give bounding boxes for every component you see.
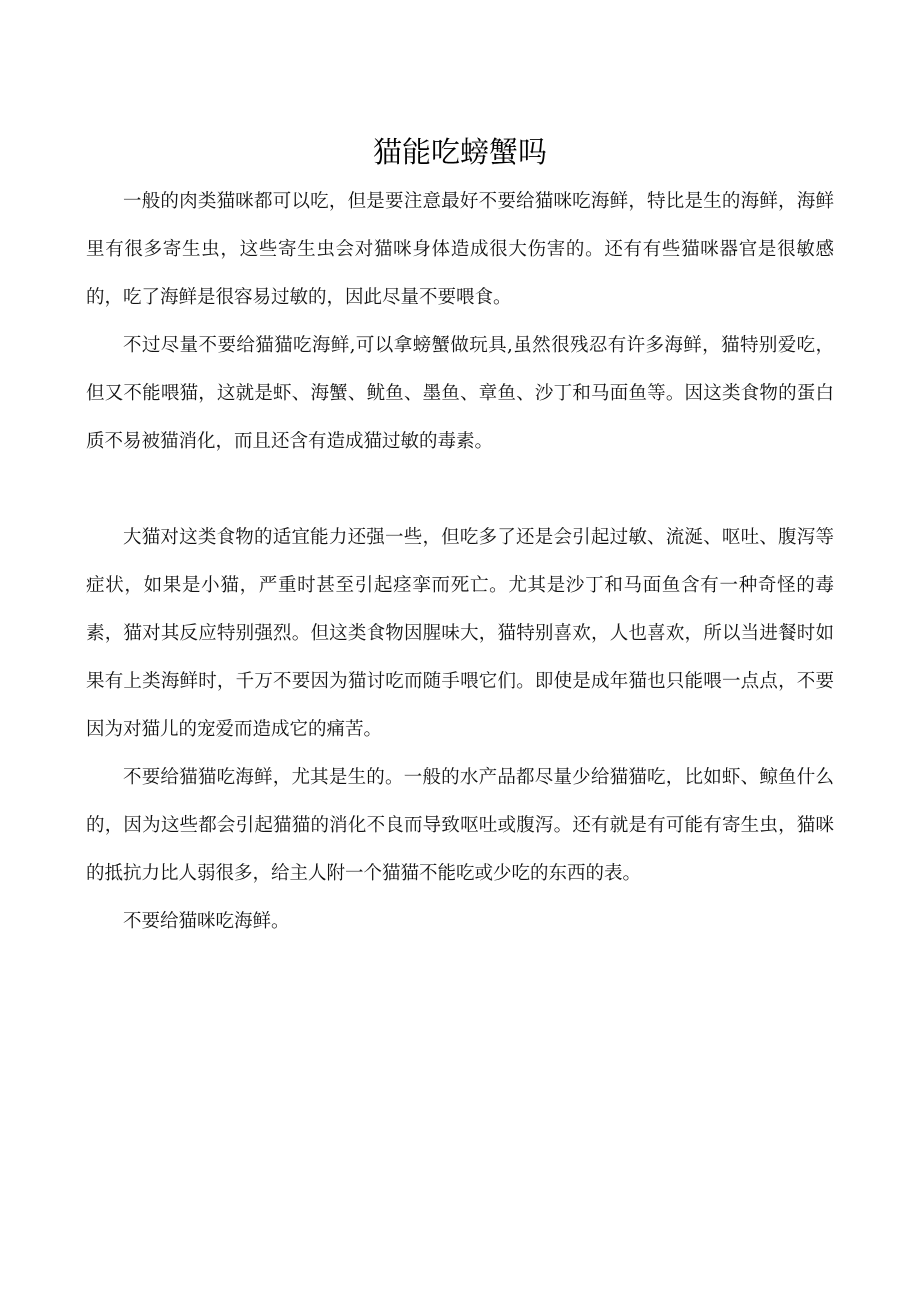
document-title: 猫能吃螃蟹吗 bbox=[372, 135, 547, 169]
paragraph-1: 一般的肉类猫咪都可以吃，但是要注意最好不要给猫咪吃海鲜，特比是生的海鲜，海鲜里有很多寄生虫，这些寄生虫会对猫咪身体造成很大伤害的。还有有些猫咪器官是很敏感的，吃了海鲜是很容易过敏的，因此尽量不要喂食。 bbox=[86, 191, 834, 308]
paragraph-5: 不要给猫咪吃海鲜。 bbox=[123, 911, 290, 932]
document-page bbox=[86, 130, 834, 946]
paragraph-2: 不过尽量不要给猫猫吃海鲜,可以拿螃蟹做玩具,虽然很残忍有许多海鲜，猫特别爱吃，但又不能喂猫，这就是虾、海蟹、鱿鱼、墨鱼、章鱼、沙丁和马面鱼等。因这类食物的蛋白质不易被猫消化，而且还含有造成猫过敏的毒素。 bbox=[86, 335, 834, 452]
paragraph-4: 不要给猫猫吃海鲜，尤其是生的。一般的水产品都尽量少给猫猫吃，比如虾、鲸鱼什么的，因为这些都会引起猫猫的消化不良而导致呕吐或腹泻。还有就是有可能有寄生虫，猫咪的抵抗力比人弱很多，给主人附一个猫猫不能吃或少吃的东西的表。 bbox=[86, 767, 834, 884]
paragraph-3: 大猫对这类食物的适宜能力还强一些，但吃多了还是会引起过敏、流涎、呕吐、腹泻等症状，如果是小猫，严重时甚至引起痉挛而死亡。尤其是沙丁和马面鱼含有一种奇怪的毒素，猫对其反应特别强烈。但这类食物因腥味大，猫特别喜欢，人也喜欢，所以当进餐时如果有上类海鲜时，千万不要因为猫讨吃而随手喂它们。即使是成年猫也只能喂一点点，不要因为对猫儿的宠爱而造成它的痛苦。 bbox=[86, 527, 834, 740]
paragraph-spacer bbox=[86, 466, 834, 514]
